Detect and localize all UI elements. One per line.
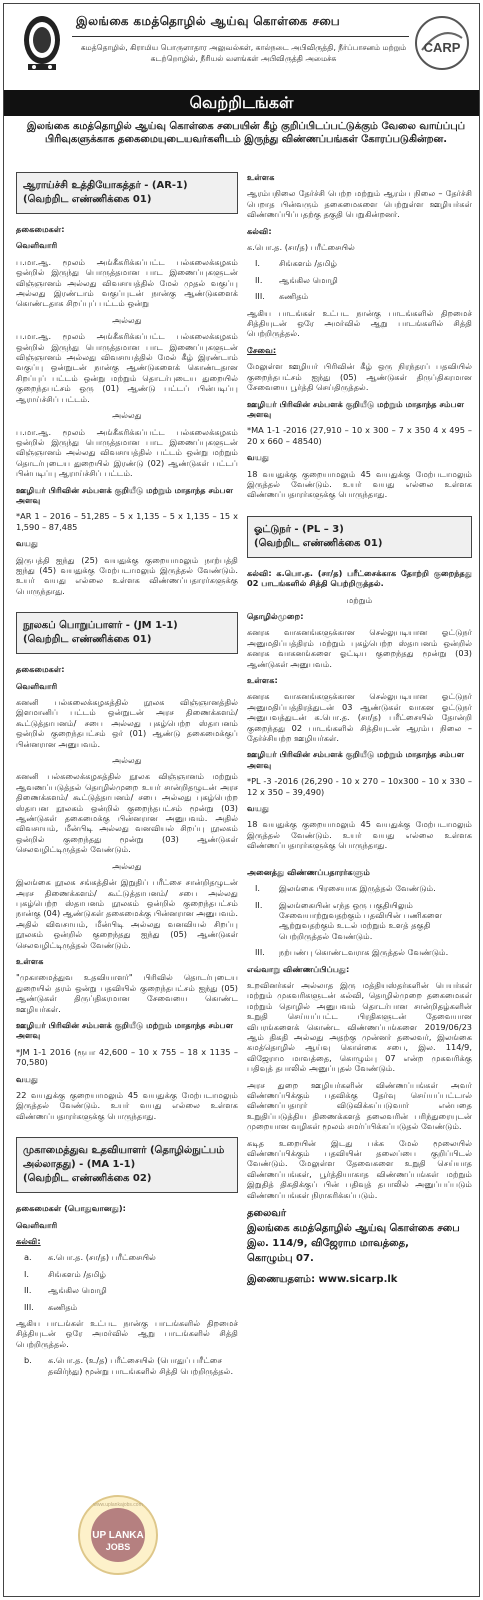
internal-label: உள்ளக xyxy=(247,172,275,182)
internal-label: உள்ளக: xyxy=(247,675,278,685)
list-item: a. க.பொ.த. (சா/த) பரீட்சையில் xyxy=(24,1252,156,1263)
list-item: I. சிங்களம் /தமிழ் xyxy=(255,258,338,269)
education-list xyxy=(24,1252,238,1312)
how-to-apply-text: அரச துறை ஊழியர்களின் விண்ணப்பங்கள் அவர் விண்ணப்பிக்கும் பதவிக்கு தேர்வு செய்யப்பட்டால் விண்ணப்பதாரர் விடுவிக்கப்படுவார் என்பதை உறுதிப்படுத்திய திணைக்களத் தலைவரின் பரிந்துரையுடன் முறையான வழிகள் மூலம் சமர்ப்பிக்கப்படுதல் வேண்டும். xyxy=(247,1079,472,1132)
address-block xyxy=(247,1206,472,1287)
qualification-text: ப.மா.ஆ. மூலம் அங்கீகரிக்கப்பட்ட பல்கலைக்கழகம் ஒன்றில் இருந்து பொருத்தமான பாட இணைப்புகளுடன் விஞ்ஞானம் அல்லது விவசாயத்தில் மேல் முதல் வகுப்பு அல்லது இரண்டாம் வகுப்புடன் நான்கு ஆண்டுகளைக் கொண்டதாக சிறப்புப் பட்டம் ஒன்று xyxy=(16,256,238,309)
org-title: இலங்கை கமத்தொழில் ஆய்வு கொள்கை சபை xyxy=(76,14,341,28)
internal-label: உள்ளக xyxy=(16,955,44,966)
salary-scale: *JM 1-1 2016 (ரூபா 42,600 – 10 x 755 – 18 x 1135 – 70,580) xyxy=(16,1046,238,1068)
header xyxy=(4,4,479,88)
education-label: கல்வி: xyxy=(247,225,272,236)
address-line: தலைவர் xyxy=(247,1208,287,1220)
salary-scale: *AR 1 – 2016 – 51,285 – 5 x 1,135 – 5 x 1,135 – 15 x 1,590 – 87,485 xyxy=(16,511,238,532)
vacancy-count: (வெற்றிட எண்ணிக்கை 01) xyxy=(23,194,152,205)
or-separator: அல்லது xyxy=(112,410,142,421)
how-to-apply-text: கடித உறையின் இடது பக்க மேல் மூலையில் விண்ணப்பிக்கும் பதவியின் தலைப்பை குறிப்பிடல் வேண்டும். மேலுள்ள தேவைகளை உறுதி செய்யாத விண்ணப்பங்கள், பூர்த்தியாகாத விண்ணப்பங்கள் மற்றும் இறுதித் திகதிக்குப் பின் பதிவுத் தபாலில் அனுப்பப்படும் விண்ணப்பங்கள் நிராகரிக்கப்படும். xyxy=(247,1137,472,1200)
service-label: சேவை: xyxy=(247,344,277,355)
list-item: II. இலங்கையின் எந்த ஒரு பகுதியிலும் சேவையாற்றுவதற்கும் பதவியின் பணிகளை ஆற்றுவதற்கும் உடல் மற்றும் உளத் தகுதி பெற்றிருத்தல் வேண்டும். xyxy=(255,899,443,941)
divider xyxy=(72,36,409,37)
qualification-text: கனனி பல்கலைக்கழகத்தில் நூலக விஞ்ஞானத்தில் இளமானிப் பட்டம் ஒன்றுடன் அரச திணைக்களம்/ கூட்டுத்தாபனம்/ சபை அல்லது புகழ்பெற்ற ஸ்தாபனம் ஒன்றில் குறைந்தபட்சம் ஒர் (01) ஆண்டு தகைமைக்குப் பின்னரான அனுபவம். xyxy=(16,697,238,749)
post-title-box xyxy=(16,1137,238,1193)
post-title: ஓட்டுநர் - (PL – 3) xyxy=(254,523,344,535)
address-line: இலங்கை கமத்தொழில் ஆய்வு கொள்கை சபை xyxy=(247,1223,460,1235)
qualifications-label: தகைமைகள் (பொதுவானது): xyxy=(16,1203,126,1214)
education-text: கல்வி: க.பொ.த. (சா/த) பரீட்சைக்காக தோற்றி குறைந்தது 02 பாடங்களில் சித்தி பெற்றிருத்தல். xyxy=(247,567,472,589)
all-applicants-list xyxy=(255,883,472,957)
vacancies-banner: வெற்றிடங்கள் xyxy=(4,90,479,116)
education-label: கல்வி: xyxy=(16,1236,41,1247)
external-label: வெளிவாரி xyxy=(16,240,58,251)
right-column xyxy=(247,172,472,1287)
ministry-name: கமத்தொழில், கிராமிய பொருளாதார அலுவல்கள், கால்நடை அபிவிருத்தி, நீர்ப்பாசனம் மற்றும் கடற்றொழில், நீரியல் வளங்கள் அபிவிருத்தி அமைச்சு xyxy=(80,43,407,63)
service-text: மேலுள்ள ஊழியர் பிரிவின் கீழ் ஒரு நிரந்தரப் பதவியில் குறைந்தபட்சம் ஐந்து (05) ஆண்டுகள் திருப்திகரமான சேவையை பூர்த்தி செய்திருத்தல். xyxy=(247,361,472,393)
education-list-b xyxy=(24,1355,238,1376)
list-item: II. ஆங்கில மொழி xyxy=(24,1285,107,1296)
list-item: b. க.பொ.த. (உ/த) பரீட்சையில் (பொதுப் பரீட்சை தவிர்ந்து) மூன்று பாடங்களில் சித்தி பெற்றிருத்தல். xyxy=(24,1355,234,1376)
age-text: 18 வயதுக்கு குறையாமலும் 45 வயதுக்கு மேற்படாமலும் இருத்தல் வேண்டும். உயர் வயது எல்லை உள்ளக விண்ணப்பதாரர்களுக்கு பொருந்தாது. xyxy=(247,819,472,851)
carp-logo-text: CARP xyxy=(423,40,461,55)
education-note: ஆகிய பாடங்கள் உட்பட நான்கு பாடங்களில் திறமைச் சித்தியுடன் ஒரே அமர்வில் ஆறு பாடங்களில் சித்தி பெற்றிருத்தல். xyxy=(16,1318,238,1349)
intro-text: இலங்கை கமத்தொழில் ஆய்வு கொள்கை சபையின் கீழ் குறிப்பிடப்பட்டுக்கும் வேலை வாய்ப்புப் பிரிவுகளுக்காக தகைமையுடையவர்களிடம் இருந்து விண்ணப்பங்கள் கோரப்படுகின்றன. xyxy=(26,121,466,145)
and-separator: மற்றும் xyxy=(346,594,373,605)
post-title-box xyxy=(16,172,238,214)
vacancy-count: (வெற்றிட எண்ணிக்கை 02) xyxy=(23,1173,152,1185)
education-list xyxy=(255,258,472,301)
salary-label: ஊழியர் பிரிவின் சம்பளக் குறியீடு மற்றும் மாதாந்த சம்பள அளவு xyxy=(16,484,234,505)
post-title: முகாமைத்துவ உதவியாளர் (தொழில்நுட்பம் அல்லாதது) - (MA 1-1) xyxy=(23,1145,225,1171)
post-title: நூலகப் பொறுப்பாளர் - (JM 1-1) xyxy=(23,620,178,632)
sri-lanka-emblem-icon xyxy=(22,12,62,72)
qualification-text: கனனி பல்கலைக்கழகத்தில் நூலக விஞ்ஞானம் மற்றும் ஆவணப்படுத்தல் தொழில்முறை உயர் சான்றிதழுடன் அரச திணைக்களம்/ கூட்டுத்தாபனம்/ சபை அல்லது புகழ்பெற்ற ஸ்தாபன நூலகம் ஒன்றில் குறைந்தபட்சம் மூன்று (03) ஆண்டுகள் தகைமைக்கு பின்னரான அனுபவம். அதில் விவசாயம், மீன்பிடி அல்லது வனவியல் சிறப்பு நூலகம் ஒன்றில் குறைந்தது மூன்று (03) ஆண்டுகள் செலவழிட்டிருத்தல் வேண்டும். xyxy=(16,771,238,855)
professional-label: தொழில்முறை: xyxy=(247,610,304,621)
or-separator: அல்லது xyxy=(112,755,142,766)
post-title-box xyxy=(16,612,238,654)
list-item: I. சிங்களம் /தமிழ் xyxy=(24,1268,107,1279)
age-label: வயது xyxy=(247,452,269,463)
list-item: III. கணிதம் xyxy=(255,291,309,302)
age-text: 22 வயதுக்கு குறையாமலும் 45 வயதுக்கு மேற்படாமலும் இருத்தல் வேண்டும். உயர் வயது எல்லை உள்ளக விண்ணப்பதாரர்களுக்கு பொருந்தாது. xyxy=(16,1090,238,1121)
salary-scale: *MA 1-1 -2016 (27,910 – 10 x 300 – 7 x 350 4 x 495 – 20 x 660 – 48540) xyxy=(247,425,472,446)
all-applicants-label: அனைத்து விண்ணப்பதாரர்களும் xyxy=(247,866,370,877)
qualifications-label: தகைமைகள்: xyxy=(16,664,65,675)
list-item: II. ஆங்கில மொழி xyxy=(255,274,338,285)
qualification-text: ப.மா.ஆ. மூலம் அங்கீகரிக்கப்பட்ட பல்கலைக்கழகம் ஒன்றில் இருந்து பொருத்தமான பாட இணைப்புகளுடன் விஞ்ஞானம் அல்லது விவசாயத்தில் பட்டம் ஒன்று மற்றும் தொடர்புடைய துறையில் இரண்டு (02) ஆண்டுகள் பட்டப் பின்படிப்பு ஆராய்ச்சிப் பட்டம். xyxy=(16,426,238,479)
watermark-text: UP LANKA xyxy=(92,1530,144,1541)
age-text: இருபத்தி ஐந்து (25) வயதுக்கு குறையாமலும் நாற்பத்தி ஐந்து (45) வயதுக்கு மேற்படாமலும் இருத்தல் வேண்டும். உயர் வயது எல்லை உள்ளக விண்ணப்பதாரர்களுக்கு பொருந்தாது. xyxy=(16,554,238,596)
qualifications-label: தகைமைகள்: xyxy=(16,224,65,234)
external-label: வெளிவாரி xyxy=(16,680,58,691)
list-item: III. கணிதம் xyxy=(24,1301,78,1312)
vacancy-count: (வெற்றிட எண்ணிக்கை 01) xyxy=(254,537,383,549)
advertisement-page xyxy=(3,3,480,1597)
watermark-ring: www.uplankajobs.com xyxy=(93,1502,143,1508)
professional-text: கனரக வாகனங்களுக்கான செல்லுபடியான ஓட்டுநர் அனுமதிப்பத்திரம் மற்றும் புகழ்பெற்ற ஸ்தாபனம் ஒன்றில் கனரக வாகனங்களை ஓட்டிய குறைந்தது மூன்று (03) ஆண்டுகள் அனுபவம். xyxy=(247,627,472,669)
address-line: இல. 114/9, விஜேராம மாவத்தை, xyxy=(247,1238,409,1250)
salary-label: ஊழியர் பிரிவின் சம்பளக் குறியீடு மற்றும் மாதாந்த சம்பள அளவு xyxy=(16,1019,234,1041)
watermark-seal xyxy=(77,1494,159,1576)
internal-text: "முகாமைத்துவ உதவியாளர்" பிரிவில் தொடர்புடைய துறையில் தரம் ஒன்று பதவியில் குறைந்தபட்சம் ஐந்து (05) ஆண்டுகள் திருப்திகரமான சேவையை கொண்ட ஊழியர்கள். xyxy=(16,972,238,1014)
website: இணையதளம்: www.sicarp.lk xyxy=(247,1274,398,1286)
salary-scale: *PL -3 -2016 (26,290 - 10 x 270 – 10x300 – 10 x 330 – 12 x 350 – 39,490) xyxy=(247,776,472,797)
qualification-text: ப.மா.ஆ. மூலம் அங்கீகரிக்கப்பட்ட பல்கலைக்கழகம் ஒன்றில் இருந்து பொருத்தமான பாட இணைப்புகளுடன் விஞ்ஞானம் அல்லது விவசாயத்தில் மேல் கீழ் இரண்டாம் வகுப்பு ஒன்றுடன் நான்கு ஆண்டுகளைக் கொண்டதான சிறப்புப் பட்டம் ஒன்று மற்றும் தொடர்புடைய துறையில் குறைந்தபட்சம் ஒரு (01) ஆண்டு பட்டப் பின்படிப்பு ஆராய்ச்சிப் பட்டம். xyxy=(16,331,238,404)
age-label: வயது xyxy=(16,538,38,549)
how-to-apply-text: உறவினர்கள் அல்லாத இரு மத்தியஸ்தர்களின் பெயர்கள் மற்றும் முகவரிகளுடன் கல்வி, தொழில்முறை தகைமைகள் மற்றும் தொழில் அனுபவம் தொடர்பான சான்றிதழ்களின் உறுதி செய்யப்பட்ட பிரதிகளுடன் தேவையான விபரங்களைக் கொண்ட விண்ணப்பங்களை 2019/06/23 ஆம் திகதி அல்லது அதற்கு முன்னர் தலைவர், இலங்கை கமத்தொழில் ஆய்வு கொள்கை சபை, இல. 114/9, விஜேராம மாவத்தை, கொழும்பு 07 என்ற முகவரிக்கு பதிவுத் தபாலில் அனுப்புதல் வேண்டும். xyxy=(247,979,472,1074)
salary-label: ஊழியர் பிரிவின் சம்பளக் குறியீடு மற்றும் மாதாந்த சம்பள அளவு xyxy=(247,398,465,419)
list-item: I. இலங்கை பிரசையாக இருத்தல் வேண்டும். xyxy=(255,883,436,894)
or-separator: அல்லது xyxy=(112,314,142,325)
age-label: வயது xyxy=(16,1073,38,1084)
qualification-text: இலங்கை நூலக சங்கத்தின் இறுதிப் பரீட்சை சான்றிதழுடன் அரச திணைக்களம்/ கூட்டுத்தாபனம்/ சபை அல்லது புகழ்பெற்ற ஸ்தாபனம் நூலகம் ஒன்றில் குறைந்தபட்சம் நான்கு (04) ஆண்டுகள் தகைமைக்கு பின்னரான அனுபவம். அதில் விவசாயம், மீன்பிடி அல்லது வனவியல் சிறப்பு நூலகம் ஒன்றில் குறைந்தது ஐந்து (05) ஆண்டுகள் செலவழிட்டிருத்தல் வேண்டும். xyxy=(16,877,238,950)
post-title: ஆராய்ச்சி உத்தியோகத்தர் - (AR-1) xyxy=(23,180,188,191)
how-to-apply-label: எவ்வாறு விண்ணப்பிப்பது: xyxy=(247,963,350,974)
internal-text: ஆரம்பநிலை தேர்ச்சி பெற்ற மற்றும் ஆரம்ப நிலை – தேர்ச்சி பெறாத பின்வரும் தகைமைகளை பெற்றுள்ள ஊழியர்கள் விண்ணப்பிப்பதற்கு தகுதி பெறுகின்றனர். xyxy=(247,188,472,220)
age-text: 18 வயதுக்கு குறையாமலும் 45 வயதுக்கு மேற்படாமலும் இருத்தல் வேண்டும். உயர் வயது எல்லை உள்ளக விண்ணப்பதாரர்களுக்கு பொருந்தாது. xyxy=(247,468,472,500)
age-label: வயது xyxy=(247,803,269,814)
post-title-box xyxy=(247,516,472,558)
carp-logo xyxy=(414,14,470,72)
left-column xyxy=(16,172,238,1382)
or-separator: அல்லது xyxy=(112,860,142,871)
vacancy-count: (வெற்றிட எண்ணிக்கை 01) xyxy=(23,634,152,646)
external-label: வெளிவாரி xyxy=(16,1219,58,1230)
education-intro: க.பொ.த. (சா/த) பரீட்சையில் xyxy=(247,242,355,253)
watermark-sub: JOBS xyxy=(105,1542,131,1552)
salary-label: ஊழியர் பிரிவின் சம்பளக் குறியீடு மற்றும் மாதாந்த சம்பள அளவு xyxy=(247,749,465,770)
internal-text: கனரக வாகனங்களுக்கான செல்லுபடியான ஓட்டுநர் அனுமதிப்பத்திரத்துடன் 03 ஆண்டுகள் வாகன ஓட்டுநர் அனுபவத்துடன் க.பொ.த. (சா/த) பரீட்சையில் தோன்றி குறைந்தது 02 பாடங்களில் சித்தியுடன் ஆரம்ப நிலை – தேர்ச்சியற்ற ஊழியர்கள். xyxy=(247,691,472,744)
education-note: ஆகிய பாடங்கள் உட்பட நான்கு பாடங்களில் திறமைச் சித்தியுடன் ஒரே அமர்வில் ஆறு பாடங்களில் சித்தி பெற்றிருத்தல். xyxy=(247,307,472,339)
address-line: கொழும்பு 07. xyxy=(247,1253,314,1265)
list-item: III. நற்பண்பு கொண்டவராக இருத்தல் வேண்டும். xyxy=(255,947,449,958)
